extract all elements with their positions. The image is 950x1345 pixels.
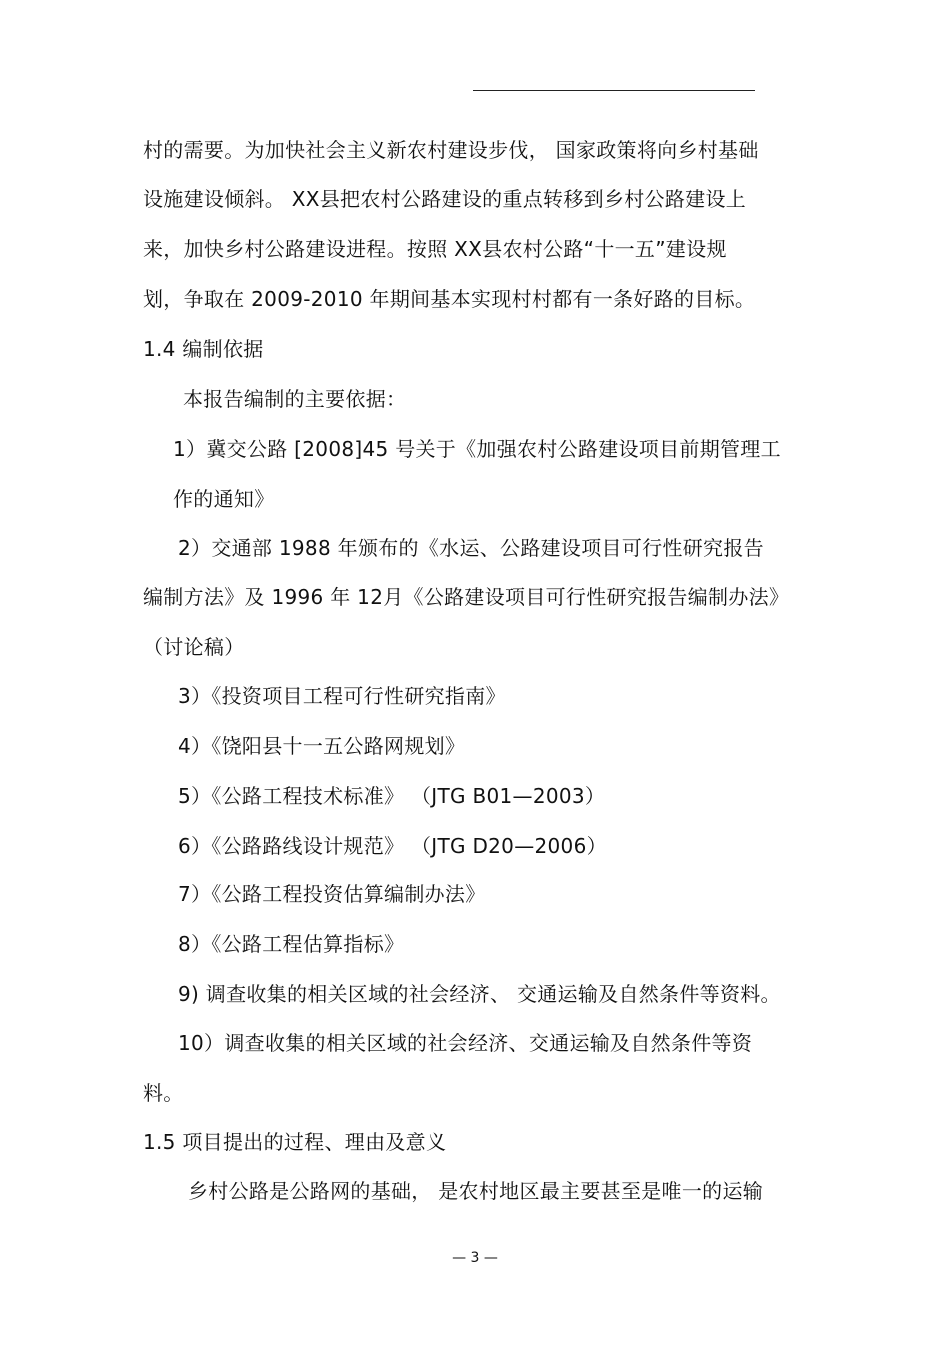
list-item: 3）《投资项目工程可行性研究指南》 (178, 684, 506, 708)
list-item-continuation: 料。 (143, 1081, 184, 1105)
body-line: 划，争取在 2009-2010 年期间基本实现村村都有一条好路的目标。 (143, 287, 756, 311)
list-item-continuation: （讨论稿） (143, 635, 245, 659)
list-item: 4）《饶阳县十一五公路网规划》 (178, 734, 466, 758)
list-item: 8）《公路工程估算指标》 (178, 932, 405, 956)
body-line: 本报告编制的主要依据： (183, 387, 407, 411)
list-item: 1）冀交公路 [2008]45 号关于《加强农村公路建设项目前期管理工 (173, 437, 781, 461)
body-line: 来，加快乡村公路建设进程。按照 XX县农村公路“十一五”建设规 (143, 237, 727, 261)
section-heading: 1.5 项目提出的过程、理由及意义 (143, 1130, 447, 1154)
body-line: 村的需要。为加快社会主义新农村建设步伐， 国家政策将向乡村基础 (143, 138, 759, 162)
list-item: 9) 调查收集的相关区域的社会经济、 交通运输及自然条件等资料。 (178, 982, 781, 1006)
list-item: 10）调查收集的相关区域的社会经济、交通运输及自然条件等资 (178, 1031, 753, 1055)
list-item: 2）交通部 1988 年颁布的《水运、公路建设项目可行性研究报告 (178, 536, 764, 560)
page-number: — 3 — (452, 1250, 498, 1266)
list-item-continuation: 作的通知》 (173, 487, 275, 511)
header-rule (473, 90, 755, 91)
list-item: 5）《公路工程技术标准》 （JTG B01—2003） (178, 784, 606, 808)
body-line: 乡村公路是公路网的基础， 是农村地区最主要甚至是唯一的运输 (188, 1179, 764, 1203)
body-line: 设施建设倾斜。 XX县把农村公路建设的重点转移到乡村公路建设上 (143, 187, 747, 211)
list-item: 7）《公路工程投资估算编制办法》 (178, 882, 486, 906)
section-heading: 1.4 编制依据 (143, 337, 264, 361)
list-item: 6）《公路路线设计规范》 （JTG D20—2006） (178, 834, 607, 858)
list-item-continuation: 编制方法》及 1996 年 12月《公路建设项目可行性研究报告编制办法》 (143, 585, 790, 609)
